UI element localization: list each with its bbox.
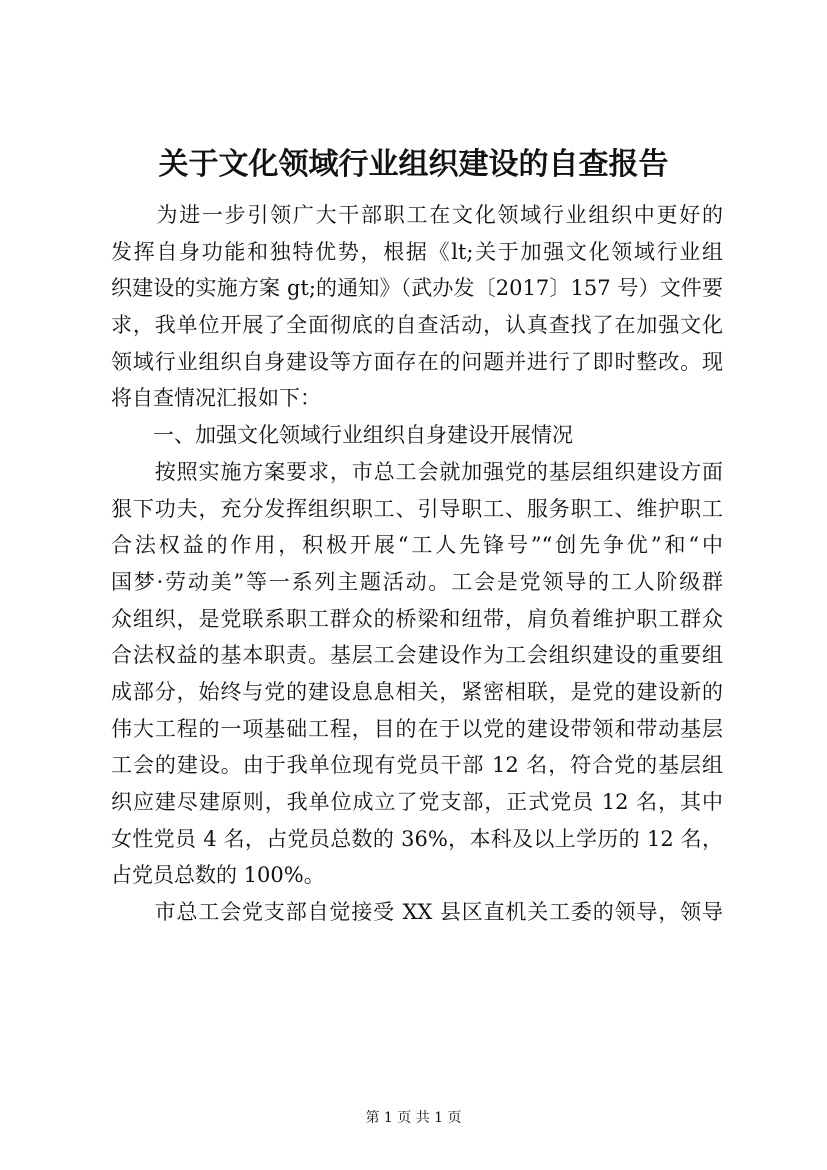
body-line: 成部分，始终与党的建设息息相关，紧密相联，是党的建设新的 (111, 679, 723, 704)
page-number-footer: 第 1 页 共 1 页 (365, 1110, 462, 1126)
body-line: 占党员总数的 100%。 (111, 863, 325, 888)
body-line: 众组织，是党联系职工群众的桥梁和纽带，肩负着维护职工群众 (111, 606, 723, 631)
body-line: 为进一步引领广大干部职工在文化领域行业组织中更好的 (111, 203, 723, 227)
body-line: 工会的建设。由于我单位现有党员干部 12 名，符合党的基层组 (111, 753, 723, 778)
document-body (111, 197, 723, 931)
body-line: 织应建尽建原则，我单位成立了党支部，正式党员 12 名，其中 (111, 790, 723, 814)
body-line: 市总工会党支部自觉接受 XX 县区直机关工委的领导，领导 (111, 900, 723, 925)
body-line: 狠下功夫，充分发挥组织职工、引导职工、服务职工、维护职工 (111, 496, 723, 521)
body-line: 国梦·劳动美”等一系列主题活动。工会是党领导的工人阶级群 (111, 569, 723, 594)
body-line: 发挥自身功能和独特优势，根据《lt;关于加强文化领域行业组 (111, 239, 723, 264)
document-title: 关于文化领域行业组织建设的自查报告 (158, 147, 669, 182)
body-line: 伟大工程的一项基础工程，目的在于以党的建设带领和带动基层 (111, 716, 723, 741)
body-line: 合法权益的作用，积极开展“工人先锋号”“创先争优”和“中 (111, 533, 723, 558)
body-line: 将自查情况汇报如下： (111, 386, 321, 411)
body-line: 领域行业组织自身建设等方面存在的问题并进行了即时整改。现 (111, 349, 723, 374)
section-heading: 一、加强文化领域行业组织自身建设开展情况 (111, 423, 573, 448)
body-line: 合法权益的基本职责。基层工会建设作为工会组织建设的重要组 (111, 643, 723, 668)
body-line: 求，我单位开展了全面彻底的自查活动，认真查找了在加强文化 (111, 313, 723, 338)
body-line: 女性党员 4 名，占党员总数的 36%，本科及以上学历的 12 名， (111, 826, 723, 851)
body-line: 按照实施方案要求，市总工会就加强党的基层组织建设方面 (111, 459, 723, 484)
body-line: 织建设的实施方案 gt;的通知》（武办发〔2017〕157 号）文件要 (111, 276, 723, 301)
